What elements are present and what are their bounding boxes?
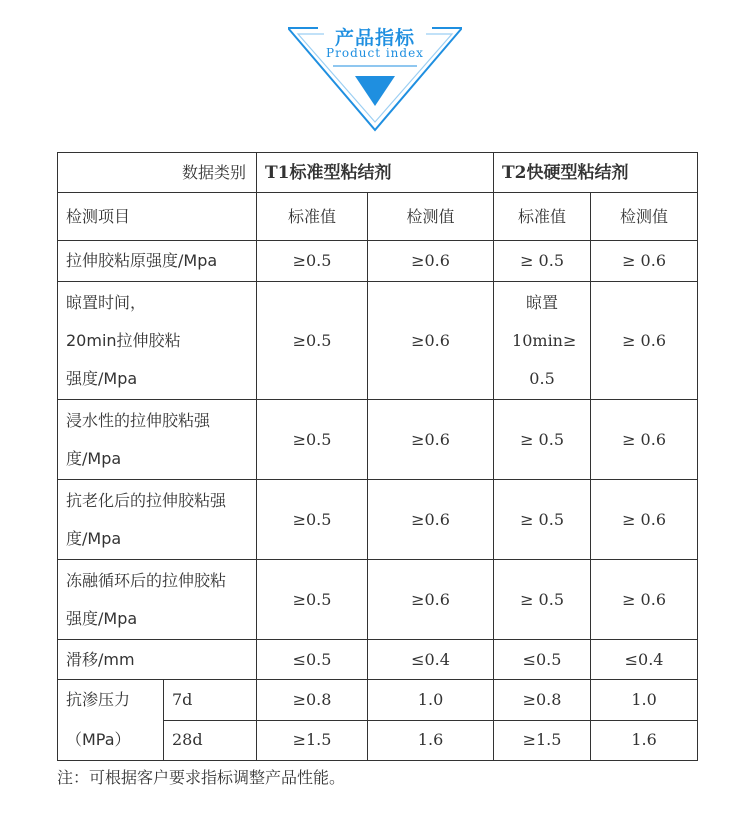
value-cell: ≤0.4 — [591, 640, 698, 680]
group-header-t1: T1标准型粘结剂 — [257, 153, 494, 193]
subheader-cell: 检测值 — [591, 193, 698, 241]
pressure-label-line2: （MPa） — [66, 730, 131, 749]
value-cell: ≥0.5 — [257, 282, 368, 400]
value-cell: ≥0.6 — [368, 400, 494, 480]
corner-cell — [58, 153, 257, 193]
value-cell: ≤0.4 — [368, 640, 494, 680]
value-cell: ≥ 0.5 — [494, 480, 591, 560]
subheader-cell: 标准值 — [494, 193, 591, 241]
row-label: 浸水性的拉伸胶粘强度/Mpa — [58, 400, 257, 480]
value-cell: ≥ 0.5 — [494, 241, 591, 282]
value-cell: ≥ 0.6 — [591, 560, 698, 640]
row-label: 拉伸胶粘原强度/Mpa — [58, 241, 257, 282]
value-cell: ≥0.6 — [368, 282, 494, 400]
value-cell: ≥0.5 — [257, 560, 368, 640]
value-cell: ≥0.6 — [368, 560, 494, 640]
value-cell: ≥ 0.6 — [591, 400, 698, 480]
row-label: 抗老化后的拉伸胶粘强度/Mpa — [58, 480, 257, 560]
row-label: 滑移/mm — [58, 640, 257, 680]
spec-table — [57, 152, 698, 761]
value-cell: ≤0.5 — [257, 640, 368, 680]
footnote: 注：可根据客户要求指标调整产品性能。 — [57, 768, 346, 787]
pressure-label — [58, 680, 164, 761]
pressure-label-line1: 抗渗压力 — [66, 690, 131, 709]
value-cell: 1.6 — [368, 720, 494, 761]
group-header-t2: T2快硬型粘结剂 — [494, 153, 698, 193]
table-row — [58, 400, 698, 480]
value-cell: ≥ 0.5 — [494, 560, 591, 640]
value-cell: ≥ 0.6 — [591, 282, 698, 400]
value-cell: ≥ 0.5 — [494, 400, 591, 480]
value-cell: 1.6 — [591, 720, 698, 761]
section-subtitle: Product index — [326, 46, 424, 60]
value-cell: 1.0 — [368, 680, 494, 721]
age-cell: 7d — [164, 680, 257, 721]
value-cell: ≥0.8 — [257, 680, 368, 721]
table-row — [58, 282, 698, 400]
table-header-row — [58, 153, 698, 193]
row-label: 晾置时间，20min拉伸胶粘强度/Mpa — [58, 282, 257, 400]
table-row — [58, 480, 698, 560]
value-cell: 1.0 — [591, 680, 698, 721]
section-title: 产品指标 — [334, 27, 415, 49]
value-cell: ≥0.5 — [257, 480, 368, 560]
value-cell: ≥0.5 — [257, 400, 368, 480]
corner-top-label: 数据类别 — [182, 162, 247, 182]
value-cell: ≥ 0.6 — [591, 480, 698, 560]
value-cell: ≥0.6 — [368, 480, 494, 560]
table-row — [58, 560, 698, 640]
value-cell: ≥0.5 — [257, 241, 368, 282]
age-cell: 28d — [164, 720, 257, 761]
value-cell: ≥1.5 — [257, 720, 368, 761]
corner-bottom-label: 检测项目 — [58, 193, 257, 241]
section-badge — [288, 20, 462, 132]
value-cell: ≤0.5 — [494, 640, 591, 680]
table-subheader-row — [58, 193, 698, 241]
subheader-cell: 检测值 — [368, 193, 494, 241]
value-cell: ≥1.5 — [494, 720, 591, 761]
row-label: 冻融循环后的拉伸胶粘强度/Mpa — [58, 560, 257, 640]
table-row — [58, 680, 698, 721]
value-cell: 晾置 10min≥ 0.5 — [494, 282, 591, 400]
value-cell: ≥0.8 — [494, 680, 591, 721]
table-row — [58, 241, 698, 282]
value-cell: ≥ 0.6 — [591, 241, 698, 282]
table-row — [58, 640, 698, 680]
subheader-cell: 标准值 — [257, 193, 368, 241]
value-cell: ≥0.6 — [368, 241, 494, 282]
